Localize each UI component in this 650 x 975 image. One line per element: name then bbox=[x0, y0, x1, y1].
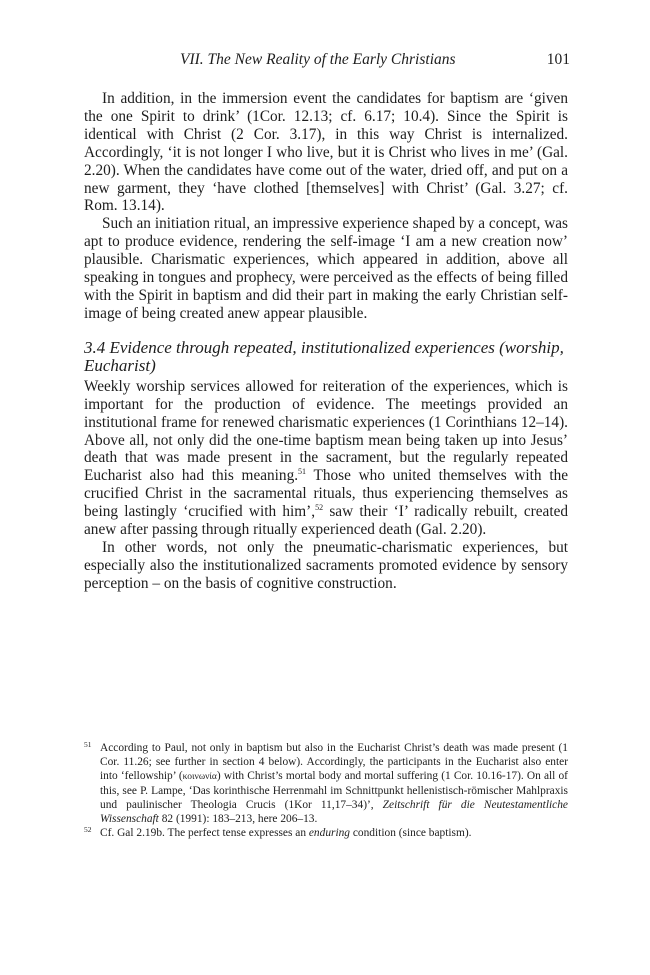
footnote-ref-51[interactable]: 51 bbox=[298, 467, 307, 477]
emphasis: enduring bbox=[308, 827, 351, 839]
footnote-text: condition (since baptism). bbox=[350, 827, 472, 839]
journal-title: Zeitschrift für die Neutestamentliche Wissenschaft bbox=[100, 799, 568, 825]
footnotes bbox=[84, 741, 568, 840]
footnote-text: According to Paul, not only in baptism but also in the Eucharist Christ’s death was made present (1 Cor. 11.26; see further in section 4 below). Accordingly, the participants in the Eucharist also enter into ‘fellowship’ ( bbox=[100, 742, 568, 782]
paragraph-initiation-ritual: Such an initiation ritual, an impressive experience shaped by a concept, was apt to produce evidence, rendering the self-image ‘I am a new creation now’ plausible. Charismatic experiences, which appeared in addition, above all speaking in tongues and prophecy, were perceived as the effects of being filled with the Spirit in baptism and did their part in making the early Christian self-image of being created anew appear plausible. bbox=[84, 215, 568, 322]
footnote-text: Cf. Gal 2.19b. The perfect tense expresses an bbox=[100, 827, 309, 839]
running-head-title: VII. The New Reality of the Early Christians bbox=[180, 51, 456, 68]
paragraph-worship bbox=[84, 378, 568, 539]
paragraph-worship-part-a: Weekly worship services allowed for reiteration of the experiences, which is important for the production of evidence. The meetings provided an institutional frame for renewed charismatic experiences (1 Corinthians 12–14). Above all, not only did the one-time baptism mean being taken up into Jesus’ death that was made present in the sacrament, but the regularly repeated Eucharist also had this meaning. bbox=[84, 377, 568, 485]
paragraph-worship-part-c: saw their ‘I’ radically rebuilt, created anew after passing through ritually experienced death (Gal. 2.20). bbox=[84, 503, 569, 539]
footnote-text: 82 (1991): 183–213, here 206–13. bbox=[158, 813, 318, 825]
paragraph-baptism: In addition, in the immersion event the candidates for baptism are ‘given the one Spirit to drink’ (1Cor. 12.13; cf. 6.17; 10.4). Since the Spirit is identical with Christ (2 Cor. 3.17), in this way Christ is internalized. Accordingly, ‘it is not longer I who live, but it is Christ who lives in me’ (Gal. 2.20). When the candidates have come out of the water, dried off, and put on a new garment, they ‘have clothed [themselves] with Christ’ (Gal. 3.27; cf. Rom. 13.14). bbox=[84, 90, 568, 215]
footnote-number: 52 bbox=[84, 825, 92, 834]
footnote-text: ) with Christ’s mortal body and mortal suffering (1 Cor. 10.16-17). On all of this, see P. Lampe, ‘Das korinthische Herrenmahl im Schnittpunkt hellenistisch-römischer Mahlpraxis und paulinischer Theologia Crucis (1Kor 11,17–34)’, bbox=[100, 770, 568, 811]
main-text bbox=[84, 90, 568, 593]
paragraph-conclusion: In other words, not only the pneumatic-charismatic experiences, but especially also the institutionalized sacraments promoted evidence by sensory perception – on the basis of cognitive construction. bbox=[84, 538, 568, 592]
page-number: 101 bbox=[546, 51, 570, 68]
paragraph-worship-part-b: Those who united themselves with the crucified Christ in the sacramental rituals, thus experiencing themselves as being lastingly ‘crucified with him’, bbox=[84, 467, 569, 521]
greek-term: κοινωνία bbox=[182, 772, 217, 782]
section-heading: 3.4 Evidence through repeated, institutionalized experiences (worship, Eucharist) bbox=[84, 337, 564, 376]
footnote-52 bbox=[84, 826, 568, 840]
footnote-ref-52[interactable]: 52 bbox=[315, 503, 324, 513]
footnote-number: 51 bbox=[84, 740, 92, 749]
footnote-51 bbox=[84, 741, 568, 826]
